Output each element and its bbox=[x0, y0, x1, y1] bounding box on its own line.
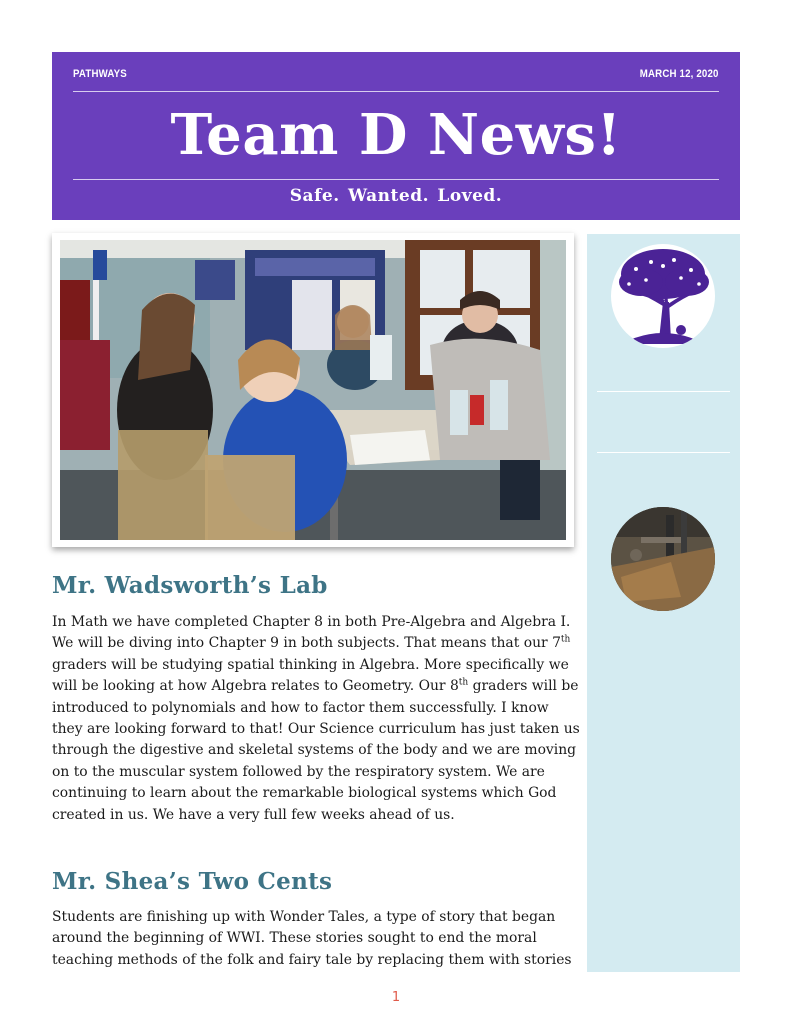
masthead-banner bbox=[52, 52, 740, 220]
paragraph-line: on to the muscular system followed by the respiratory system. We are bbox=[52, 763, 545, 780]
excavation-photo-illustration bbox=[611, 507, 715, 611]
page-number: 1 bbox=[391, 990, 401, 1005]
excavation-photo bbox=[611, 507, 715, 611]
newsletter-tagline: Safe. Wanted. Loved. bbox=[289, 186, 503, 206]
sidebar-divider bbox=[597, 452, 730, 453]
paragraph-line: We will be diving into Chapter 9 in both subjects. That means that our 7th bbox=[52, 634, 571, 652]
newsletter-title: Team D News! bbox=[170, 102, 622, 168]
publication-name: PATHWAYS bbox=[73, 68, 127, 80]
paragraph-line: graders will be studying spatial thinking in Algebra. More specifically we bbox=[52, 656, 569, 673]
paragraph-line: introduced to polynomials and how to factor them successfully. I know bbox=[52, 699, 549, 716]
banner-bottom-rule bbox=[73, 179, 719, 180]
paragraph-line: In Math we have completed Chapter 8 in both Pre-Algebra and Algebra I. bbox=[52, 614, 571, 630]
sidebar-divider bbox=[597, 391, 730, 392]
sidebar bbox=[587, 234, 740, 972]
classroom-photo bbox=[60, 240, 566, 540]
paragraph-line: continuing to learn about the remarkable biological systems which God bbox=[52, 785, 557, 802]
section-heading-wadsworth: Mr. Wadsworth’s Lab bbox=[52, 572, 328, 599]
section-heading-shea: Mr. Shea’s Two Cents bbox=[52, 868, 333, 895]
paragraph-line: they are looking forward to that! Our Science curriculum has just taken us bbox=[52, 721, 580, 738]
paragraph-line: through the digestive and skeletal systems of the body and we are moving bbox=[52, 742, 577, 759]
classroom-photo-frame bbox=[52, 233, 574, 547]
issue-date: MARCH 12, 2020 bbox=[640, 68, 719, 80]
paragraph-line: created in us. We have a very full few weeks ahead of us. bbox=[52, 806, 455, 823]
banner-top-rule bbox=[73, 91, 719, 92]
tree-logo-icon bbox=[611, 244, 715, 348]
classroom-photo-illustration bbox=[60, 240, 566, 540]
tree-logo-illustration bbox=[611, 244, 715, 348]
paragraph-line: around the beginning of WWI. These stories sought to end the moral bbox=[52, 930, 537, 947]
paragraph-line: will be looking at how Algebra relates to Geometry. Our 8th graders will be bbox=[52, 677, 579, 695]
paragraph-line: teaching methods of the folk and fairy tale by replacing them with stories bbox=[52, 951, 572, 968]
section-body-shea bbox=[52, 907, 572, 971]
section-body-wadsworth bbox=[52, 612, 580, 826]
paragraph-line: Students are finishing up with Wonder Tales, a type of story that began bbox=[52, 909, 556, 925]
